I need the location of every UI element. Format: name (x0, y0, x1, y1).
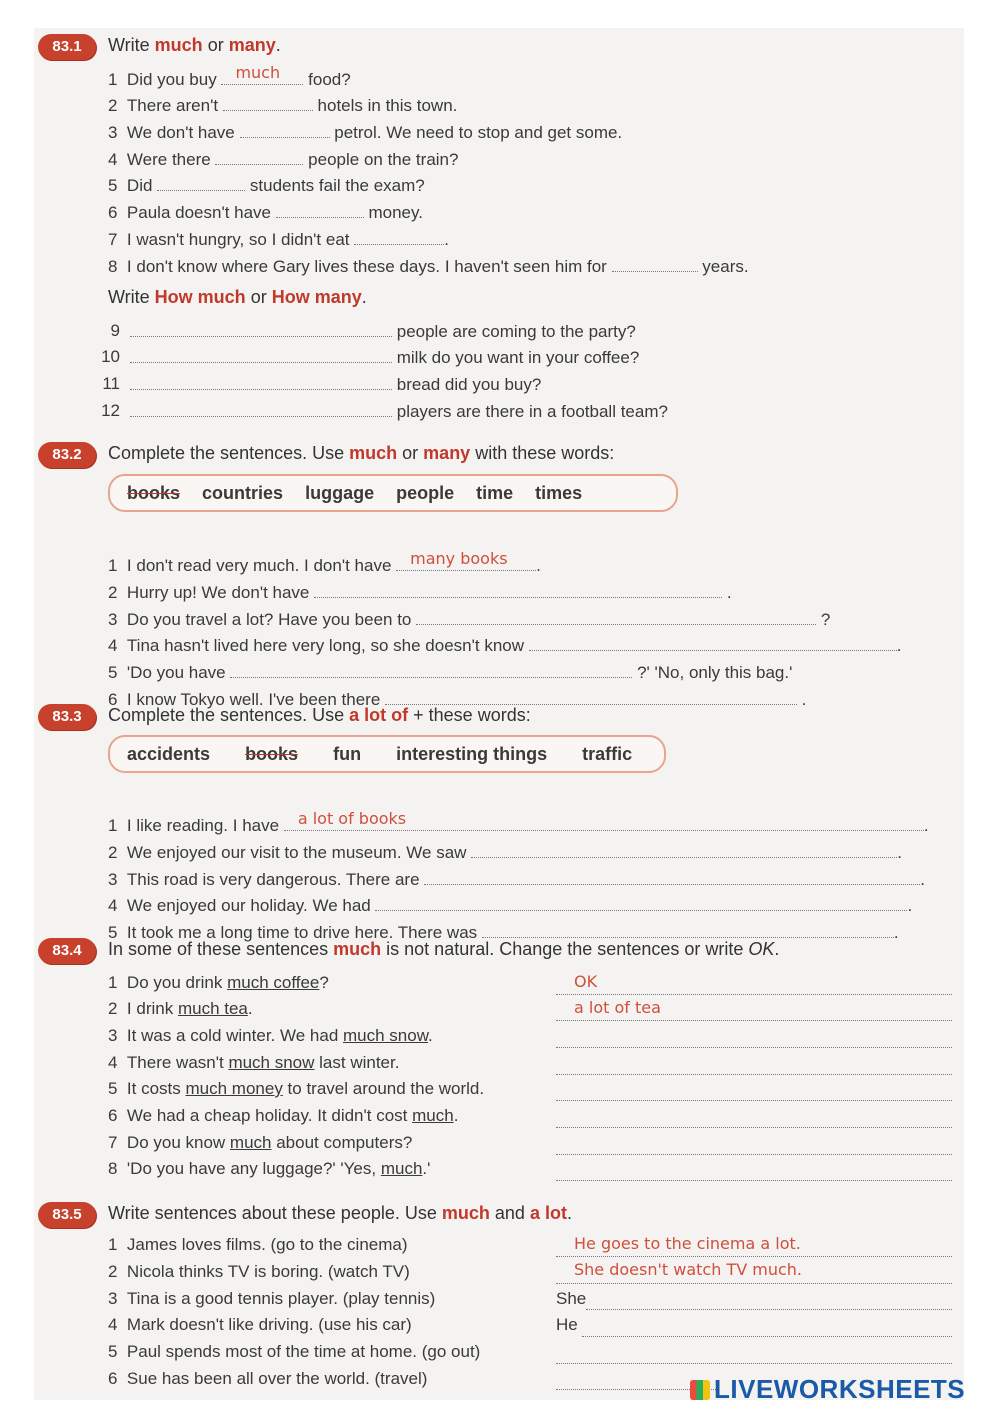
exercise-item: 1 I don't read very much. I don't have many books . (108, 549, 541, 575)
exercise-item: 4 We enjoyed our holiday. We had . (108, 896, 913, 915)
answer-field[interactable] (471, 841, 897, 858)
answer-prefix: He (556, 1315, 578, 1334)
exercise-item: 1 I like reading. I have a lot of books . (108, 809, 929, 835)
exercise-item: 1 Did you buy much food? (108, 63, 351, 89)
answer-field[interactable] (223, 94, 313, 111)
exercise-item: 3 We don't have petrol. We need to stop and get some. (108, 123, 623, 142)
answer-line[interactable] (556, 1179, 952, 1181)
word-box (108, 735, 666, 773)
exercise-instruction: In some of these sentences much is not natural. Change the sentences or write OK. (108, 939, 780, 959)
answer-field[interactable] (529, 634, 897, 651)
exercise-item: 6 We had a cheap holiday. It didn't cost much. (108, 1106, 459, 1125)
exercise-item: 1 James loves films. (go to the cinema) (108, 1235, 408, 1254)
answer-field[interactable] (230, 661, 632, 678)
answer-field[interactable] (416, 608, 816, 625)
answer-field[interactable] (130, 320, 392, 337)
exercise-item: 1 Do you drink much coffee? (108, 973, 329, 992)
exercise-badge: 83.2 (38, 442, 96, 468)
exercise-item: 4 Were there people on the train? (108, 150, 459, 169)
word-box (108, 474, 678, 512)
answer-field[interactable] (157, 174, 245, 191)
answer-field[interactable] (612, 255, 698, 272)
answer-line[interactable] (556, 993, 952, 995)
answer-line[interactable] (556, 1282, 952, 1284)
exercise-item: 3 This road is very dangerous. There are . (108, 870, 926, 889)
exercise-item: 5 Paul spends most of the time at home. (go out) (108, 1342, 481, 1361)
exercise-instruction: Write much or many. (108, 35, 281, 55)
answer-field[interactable]: a lot of books (284, 814, 924, 831)
word-chip: people (396, 483, 455, 503)
exercise-item: 9 people are coming to the party? (110, 321, 636, 341)
answer-line[interactable] (556, 1019, 952, 1021)
answer-field[interactable] (276, 201, 364, 218)
answer-line[interactable] (556, 1255, 952, 1257)
word-chip: traffic (582, 744, 633, 764)
exercise-item: 3 Tina is a good tennis player. (play tennis) (108, 1289, 436, 1308)
exercise-item: 2 There aren't hotels in this town. (108, 96, 458, 115)
word-chip: accidents (127, 744, 211, 764)
answer-field[interactable]: much (221, 68, 303, 85)
exercise-item: 3 It was a cold winter. We had much snow. (108, 1026, 433, 1045)
exercise-badge: 83.4 (38, 938, 96, 964)
word-chip: luggage (305, 483, 375, 503)
exercise-item: 4 There wasn't much snow last winter. (108, 1053, 400, 1072)
exercise-item: 7 Do you know much about computers? (108, 1133, 413, 1152)
exercise-item: 4 Mark doesn't like driving. (use his car) (108, 1315, 412, 1334)
answer-text: a lot of tea (574, 998, 661, 1017)
exercise-item: 6 I know Tokyo well. I've been there . (108, 690, 807, 709)
answer-field[interactable] (354, 228, 444, 245)
answer-text: She doesn't watch TV much. (574, 1260, 802, 1279)
exercise-item: 12 players are there in a football team? (101, 401, 668, 421)
word-chip: interesting things (396, 744, 548, 764)
exercise-item: 6 Sue has been all over the world. (travel) (108, 1369, 428, 1388)
word-chip: books (245, 744, 299, 764)
word-chip: times (535, 483, 583, 503)
exercise-item: 4 Tina hasn't lived here very long, so she doesn't know . (108, 636, 902, 655)
exercise-item: 11 bread did you buy? (102, 374, 542, 394)
word-chip: books (127, 483, 181, 503)
exercise-item: 7 I wasn't hungry, so I didn't eat . (108, 230, 449, 249)
exercise-item: 8 'Do you have any luggage?' 'Yes, much.' (108, 1159, 431, 1178)
exercise-item: 2 I drink much tea. (108, 999, 253, 1018)
exercise-item: 2 We enjoyed our visit to the museum. We saw . (108, 843, 902, 862)
answer-field[interactable] (240, 121, 330, 138)
exercise-instruction: Write sentences about these people. Use much and a lot. (108, 1203, 572, 1223)
answer-field[interactable]: many books (396, 554, 536, 571)
exercise-item: 8 I don't know where Gary lives these days. I haven't seen him for years. (108, 257, 749, 276)
exercise-item: 3 Do you travel a lot? Have you been to ? (108, 610, 831, 629)
answer-line[interactable] (556, 1073, 952, 1075)
exercise-badge: 83.3 (38, 704, 96, 730)
answer-line[interactable] (556, 1126, 952, 1128)
answer-line[interactable] (556, 1099, 952, 1101)
answer-field[interactable] (424, 868, 920, 885)
answer-field[interactable] (375, 894, 907, 911)
answer-field[interactable] (130, 373, 392, 390)
exercise-instruction: Complete the sentences. Use much or many with these words: (108, 443, 615, 463)
exercise-badge: 83.5 (38, 1202, 96, 1228)
answer-line[interactable] (556, 1362, 952, 1364)
exercise-instruction-2: Write How much or How many. (108, 287, 367, 307)
answer-line[interactable] (556, 1046, 952, 1048)
exercise-item: 2 Nicola thinks TV is boring. (watch TV) (108, 1262, 410, 1281)
answer-field[interactable] (215, 148, 303, 165)
exercise-item: 2 Hurry up! We don't have . (108, 583, 732, 602)
answer-line[interactable] (582, 1335, 952, 1337)
exercise-item: 5 Did students fail the exam? (108, 176, 425, 195)
exercise-item: 6 Paula doesn't have money. (108, 203, 423, 222)
exercise-instruction: Complete the sentences. Use a lot of + these words: (108, 705, 531, 725)
answer-field[interactable] (130, 346, 392, 363)
exercise-item: 5 'Do you have ?' 'No, only this bag.' (108, 663, 793, 682)
brand-logo-icon (690, 1380, 710, 1400)
answer-field[interactable] (130, 400, 392, 417)
answer-field[interactable] (314, 581, 722, 598)
exercise-item: 10 milk do you want in your coffee? (101, 347, 640, 367)
word-chip: countries (202, 483, 284, 503)
word-chip: time (476, 483, 514, 503)
word-chip: fun (333, 744, 362, 764)
answer-prefix: She (556, 1289, 587, 1308)
answer-line[interactable] (556, 1153, 952, 1155)
answer-text: He goes to the cinema a lot. (574, 1234, 801, 1253)
exercise-item: 5 It costs much money to travel around the world. (108, 1079, 485, 1098)
liveworksheets-logo: LIVEWORKSHEETS (690, 1374, 965, 1405)
answer-line[interactable] (586, 1308, 952, 1310)
answer-text: OK (574, 972, 598, 991)
exercise-badge: 83.1 (38, 34, 96, 60)
worksheet-page (34, 28, 964, 1400)
exercise-item: 5 It took me a long time to drive here. There was . (108, 923, 899, 942)
